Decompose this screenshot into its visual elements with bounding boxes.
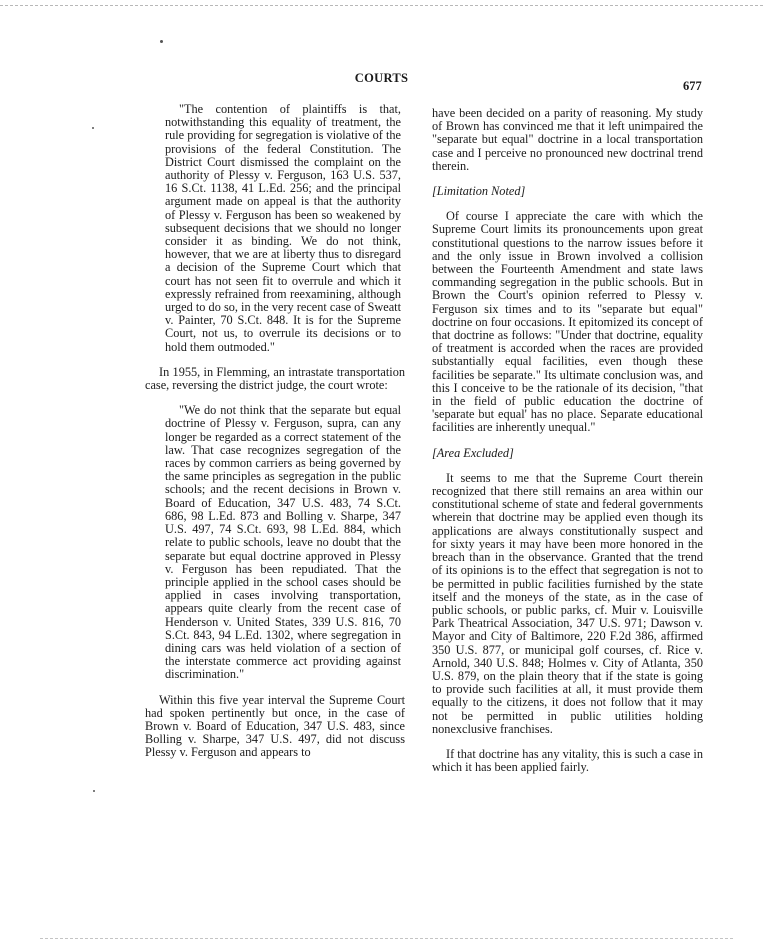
running-head: COURTS (354, 71, 409, 85)
scan-edge-bottom (40, 938, 733, 939)
left-column (145, 103, 405, 772)
body-paragraph: If that doctrine has any vitality, this is such a case in which it has been applied fairly. (432, 746, 703, 775)
body-paragraph: Of course I appreciate the care with which the Supreme Court limits its pronouncements upon great constitutional questions to the narrow issues before it and the only issue in Brown involved a collision between the Fourteenth Amendment and state laws commanding segregation in the public schools. But in Brown the Court's opinion referred to Plessy v. Ferguson six times and to its "separate but equal" doctrine on four occasions. It epitomized its concept of that doctrine as follows: "Under that doctrine, equality of treatment is accorded when the races are provided substantially equal facilities, even though these facilities be separate." Its ultimate conclusion was, and this I conceive to be the rationale of its decision, "that in the field of public education the doctrine of 'separate but equal' has no place. Separate educational facilities are inherently unequal." (432, 209, 703, 435)
section-caption: [Area Excluded] (432, 445, 514, 460)
body-paragraph: In 1955, in Flemming, an intrastate transportation case, reversing the district judge, the court wrote: (145, 364, 405, 393)
section-caption: [Limitation Noted] (432, 184, 526, 199)
page-number: 677 (683, 79, 702, 93)
right-column (432, 103, 703, 786)
body-paragraph: Within this five year interval the Supreme Court had spoken pertinently but once, in the case of Brown v. Board of Education, 347 U.S. 483, since Bolling v. Sharpe, 347 U.S. 497, did not discuss Plessy v. Ferguson and appears to (145, 692, 405, 760)
scan-speck (160, 40, 163, 43)
scan-edge-top (0, 5, 763, 6)
body-paragraph: have been decided on a parity of reasoning. My study of Brown has convinced me that it left unimpaired the "separate but equal" doctrine in a local transportation case and I perceive no pronounced new doctrinal trend therein. (432, 106, 703, 173)
scan-speck (92, 127, 94, 129)
block-quote-paragraph: "We do not think that the separate but equal doctrine of Plessy v. Ferguson, supra, can any longer be regarded as a correct statement of the law. That case recognizes segregation of the races by common carriers as being governed by the same principles as segregation in the public schools; and the recent decisions in Brown v. Board of Education, 347 U.S. 483, 74 S.Ct. 686, 98 L.Ed. 873 and Bolling v. Sharpe, 347 U.S. 497, 74 S.Ct. 693, 98 L.Ed. 884, which relate to public schools, leave no doubt that the separate but equal doctrine approved in Plessy v. Ferguson has been repudiated. That the principle applied in the school cases should be applied in cases involving transportation, appears quite clearly from the recent case of Henderson v. United States, 339 U.S. 816, 70 S.Ct. 843, 94 L.Ed. 1302, where segregation in dining cars was held violation of a section of the interstate commerce act providing against discrimination." (165, 403, 401, 682)
block-quote-paragraph: "The contention of plaintiffs is that, notwithstanding this equality of treatment, the rule providing for segregation is violative of the provisions of the federal Constitution. The District Court dismissed the complaint on the authority of Plessy v. Ferguson, 163 U.S. 537, 16 S.Ct. 1138, 41 L.Ed. 256; and the principal argument made on appeal is that the authority of Plessy v. Ferguson has been so weakened by subsequent decisions that we should no longer consider it as binding. We do not think, however, that we are at liberty thus to disregard a decision of the Supreme Court which that court has not seen fit to overrule and which it expressly refrained from reexamining, although urged to do so, in the very recent case of Sweatt v. Painter, 70 S.Ct. 848. It is for the Supreme Court, not us, to overrule its decisions or to hold them outmoded." (165, 102, 401, 354)
body-paragraph: It seems to me that the Supreme Court therein recognized that there still remains an area within our constitutional scheme of state and federal governments wherein that doctrine may be applied even though its applications are always constitutionally suspect and for sixty years it may have been more honored in the breach than in the observance. Granted that the trend of its opinions is to the effect that segregation is not to be permitted in public facilities furnished by the state itself and the moneys of the state, as in the case of public schools, or public parks, cf. Muir v. Louisville Park Theatrical Association, 347 U.S. 971; Dawson v. Mayor and City of Baltimore, 220 F.2d 386, affirmed 350 U.S. 877, or municipal golf courses, cf. Rice v. Arnold, 340 U.S. 848; Holmes v. City of Atlanta, 350 U.S. 879, on the plain theory that if the state is going to provide such facilities at all, it must provide them equally to the citizens, it does not follow that it may not be permitted in public utilities holding nonexclusive franchises. (432, 470, 703, 736)
scan-speck (93, 790, 95, 792)
